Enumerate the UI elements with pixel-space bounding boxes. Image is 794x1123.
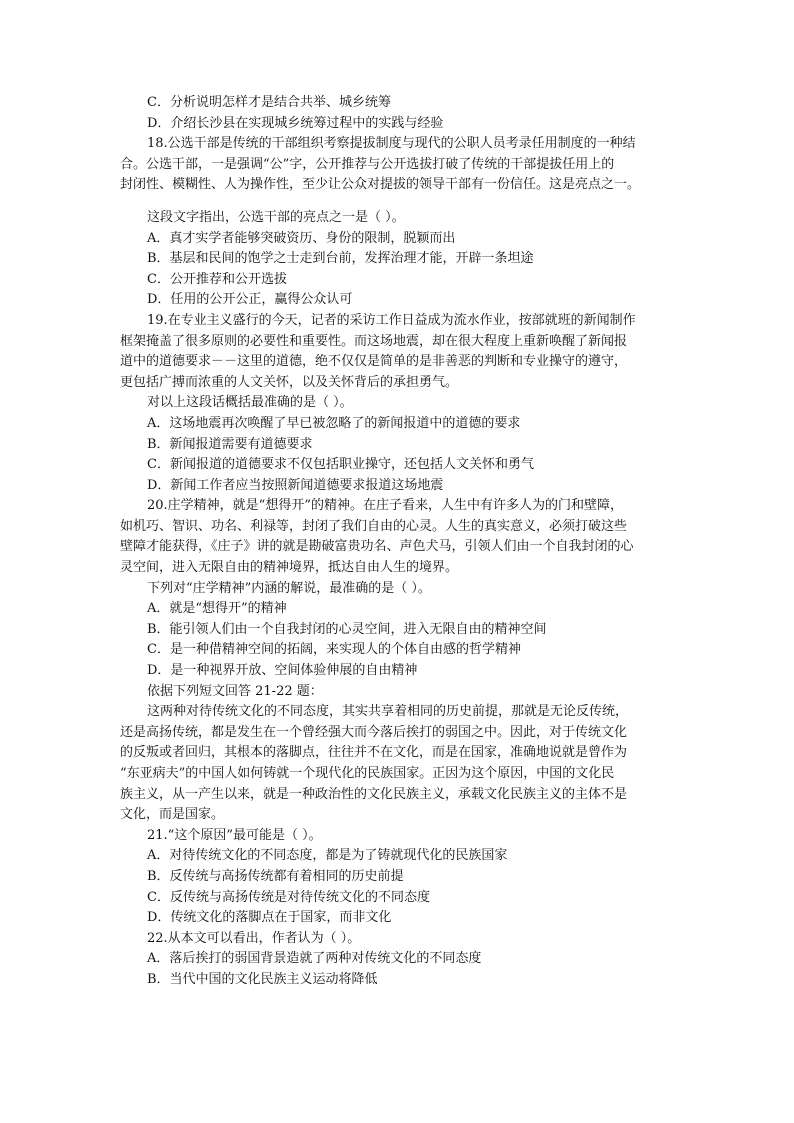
text-line: 文化，而是国家。 (120, 807, 225, 823)
answer-option-line: B．新闻报道需要有道德要求 (147, 436, 313, 452)
text-line: “东亚病夫”的中国人如何铸就一个现代化的民族国家。正因为这个原因，中国的文化民 (120, 766, 615, 781)
text-line: 18.公选干部是传统的干部组织考察提拔制度与现代的公职人员考录任用制度的一种结 (147, 136, 636, 152)
text-line: 壁障才能获得，《庄子》讲的就是勘破富贵功名、声色犬马，引领人们由一个自我封闭的心 (120, 539, 634, 555)
answer-option-line: A．落后挨打的弱国背景造就了两种对传统文化的不同态度 (147, 951, 482, 967)
text-line: 的反叛或者回归，其根本的落脚点，往往并不在文化，而是在国家，准确地说就是曾作为 (120, 745, 628, 761)
text-line: 如机巧、智识、功名、利禄等，封闭了我们自由的心灵。人生的真实意义，必须打破这些 (120, 518, 628, 534)
text-line: 下列对“庄学精神”内涵的解说，最准确的是（ ）。 (147, 580, 431, 596)
answer-option-line: D．介绍长沙县在实现城乡统筹过程中的实践与经验 (147, 115, 444, 131)
document-body (120, 93, 680, 991)
answer-option-line: B．基层和民间的饱学之士走到台前，发挥治理才能，开辟一条坦途 (147, 251, 534, 267)
answer-option-line: C．是一种借精神空间的拓阔，来实现人的个体自由感的哲学精神 (147, 642, 521, 658)
text-line: 20.庄学精神，就是“想得开”的精神。在庄子看来，人生中有许多人为的门和壁障， (147, 498, 623, 514)
answer-option-line: A．真才实学者能够突破资历、身份的限制，脱颖而出 (147, 230, 456, 246)
answer-option-line: D．新闻工作者应当按照新闻道德要求报道这场地震 (147, 477, 444, 493)
answer-option-line: A．就是“想得开”的精神 (147, 601, 287, 617)
text-line: 灵空间，进入无限自由的精神境界，抵达自由人生的境界。 (120, 560, 459, 576)
answer-option-line: A．对待传统文化的不同态度，都是为了铸就现代化的民族国家 (147, 848, 508, 864)
text-line: 还是高扬传统，都是发生在一个曾经强大而今落后挨打的弱国之中。因此，对于传统文化 (120, 724, 628, 740)
answer-option-line: D．传统文化的落脚点在于国家，而非文化 (147, 910, 392, 926)
text-line: 22.从本文可以看出，作者认为（ ）。 (147, 930, 361, 946)
answer-option-line: D．任用的公开公正，赢得公众认可 (147, 292, 353, 308)
paragraph-spacer (120, 196, 680, 208)
answer-option-line: C．分析说明怎样才是结合共举、城乡统筹 (147, 95, 391, 110)
answer-option-line: B．能引领人们由一个自我封闭的心灵空间，进入无限自由的精神空间 (147, 621, 547, 637)
text-line: 道中的道德要求－－这里的道德，绝不仅仅是简单的是非善恶的判断和专业操守的遵守， (120, 354, 628, 370)
text-line: 封闭性、模糊性、人为操作性，至少让公众对提拔的领导干部有一份信任。这是亮点之一。 (120, 177, 641, 193)
answer-option-line: C．新闻报道的道德要求不仅包括职业操守，还包括人文关怀和勇气 (147, 457, 534, 473)
text-line: 21.“这个原因”最可能是（ ）。 (147, 827, 322, 843)
text-line: 对以上这段话概括最准确的是（ ）。 (147, 395, 353, 411)
text-line: 更包括广搏而浓重的人文关怀，以及关怀背后的承担勇气。 (120, 374, 459, 390)
answer-option-line: D．是一种视界开放、空间体验伸展的自由精神 (147, 663, 418, 679)
answer-option-line: C．反传统与高扬传统是对待传统文化的不同态度 (147, 889, 430, 905)
text-line: 依据下列短文回答 21-22 题： (147, 683, 323, 699)
answer-option-line: B．反传统与高扬传统都有着相同的历史前提 (147, 868, 404, 884)
text-line: 族主义，从一产生以来，就是一种政治性的文化民族主义，承载文化民族主义的主体不是 (120, 786, 628, 802)
text-line: 这两种对待传统文化的不同态度，其实共享着相同的历史前提，那就是无论反传统， (147, 704, 629, 720)
text-line: 这段文字指出，公选干部的亮点之一是（ ）。 (147, 209, 405, 225)
text-line: 合。公选干部，一是强调“公”字，公开推荐与公开选拔打破了传统的干部提拔任用上的 (120, 156, 615, 172)
answer-option-line: B．当代中国的文化民族主义运动将降低 (147, 971, 378, 987)
answer-option-line: C．公开推荐和公开选拔 (147, 271, 287, 287)
text-line: 19.在专业主义盛行的今天，记者的采访工作日益成为流水作业，按部就班的新闻制作 (147, 312, 636, 328)
text-line: 框架掩盖了很多原则的必要性和重要性。而这场地震，却在很大程度上重新唤醒了新闻报 (120, 333, 628, 349)
answer-option-line: A．这场地震再次唤醒了早已被忽略了的新闻报道中的道德的要求 (147, 415, 521, 431)
